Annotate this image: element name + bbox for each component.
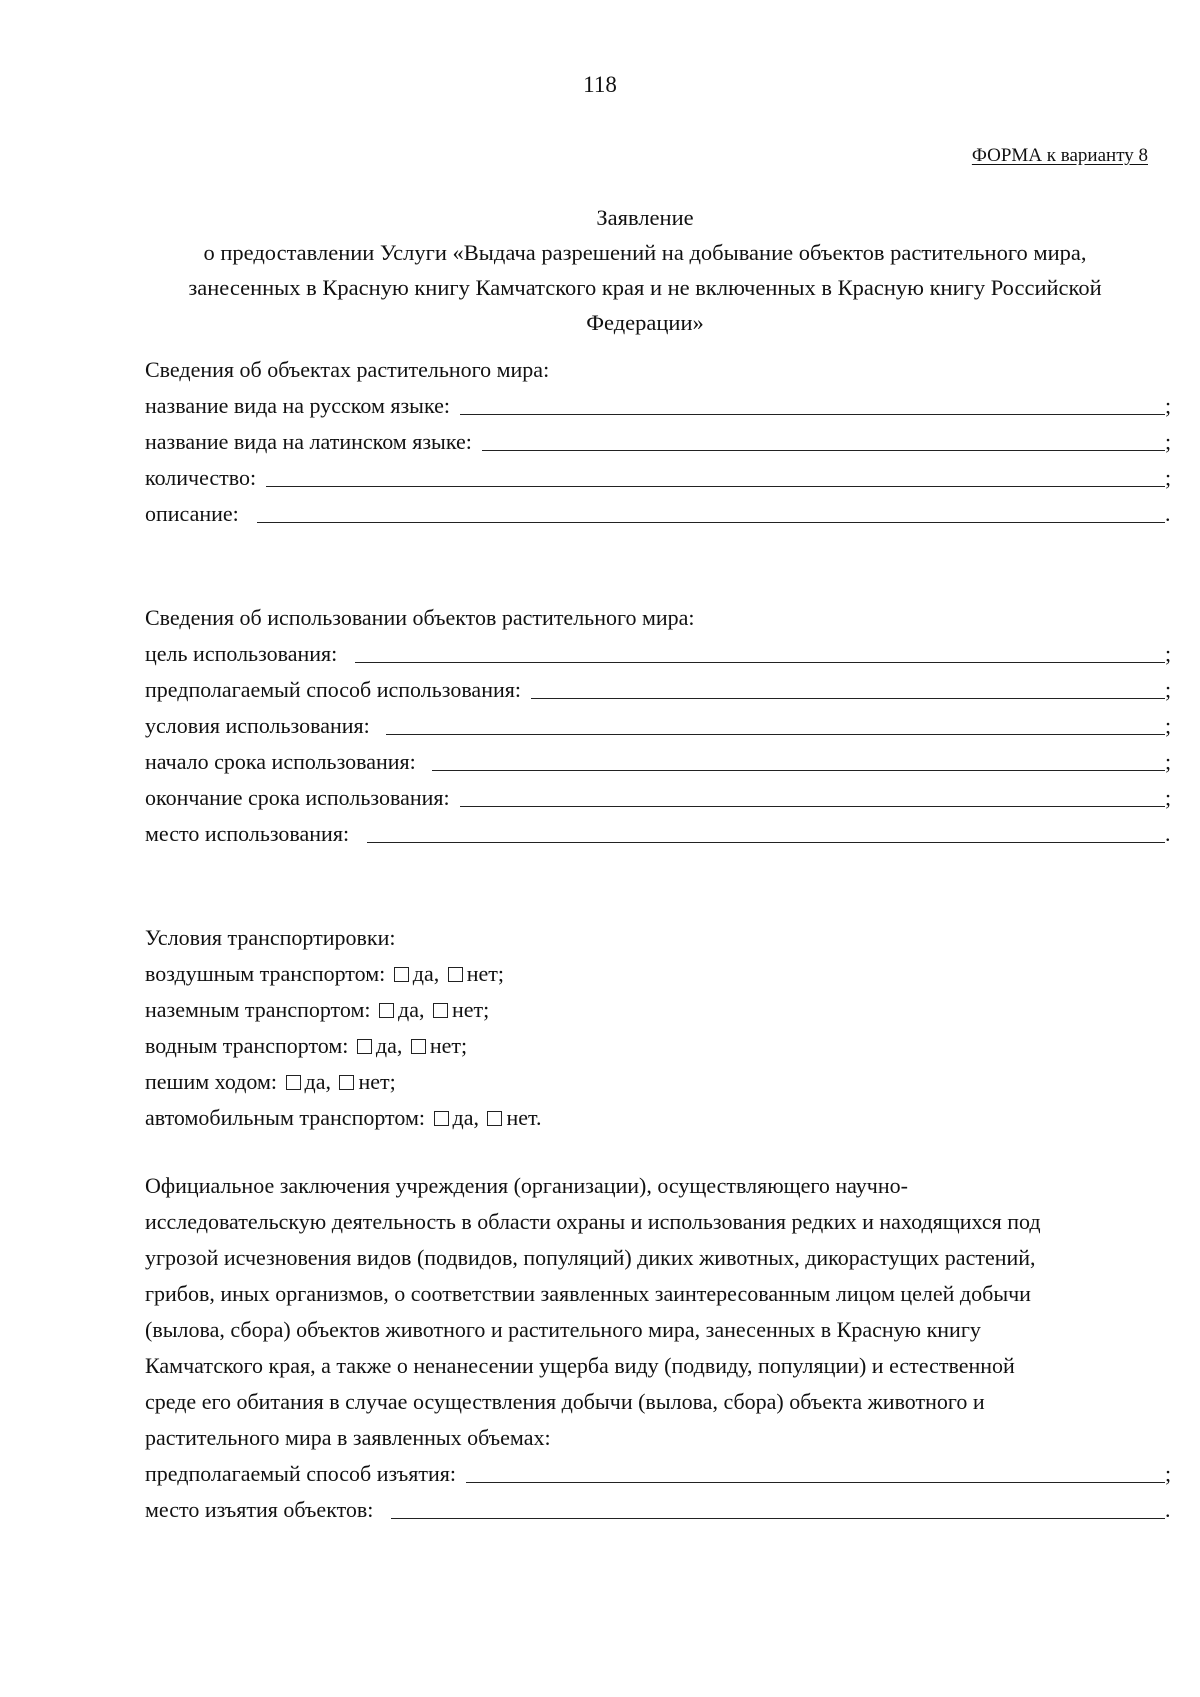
usage-start-input[interactable] — [432, 744, 1165, 771]
field-label: описание: — [145, 501, 239, 526]
plant-info-section — [145, 352, 1175, 532]
conclusion-line: исследовательскую деятельность в области охраны и использования редких и находящихся под — [145, 1209, 1041, 1234]
field-label: место изъятия объектов: — [145, 1497, 374, 1522]
no-label: нет — [506, 1105, 536, 1130]
field-terminator: ; — [1165, 749, 1172, 774]
field-usage-purpose — [145, 636, 1175, 672]
no-checkbox[interactable] — [448, 967, 463, 982]
transport-label: воздушным транспортом: — [145, 961, 386, 986]
extraction-method-input[interactable] — [466, 1456, 1165, 1483]
field-extraction-place — [145, 1492, 1175, 1528]
conclusion-line: угрозой исчезновения видов (подвидов, популяций) диких животных, дикорастущих растений, — [145, 1245, 1036, 1270]
no-checkbox[interactable] — [411, 1039, 426, 1054]
no-label: нет — [429, 1033, 462, 1058]
yes-checkbox[interactable] — [434, 1111, 449, 1126]
plant-info-heading: Сведения об объектах растительного мира: — [145, 357, 550, 382]
field-species-russian — [145, 388, 1175, 424]
transport-label: пешим ходом: — [145, 1069, 278, 1094]
field-terminator: ; — [1165, 677, 1172, 702]
no-checkbox[interactable] — [433, 1003, 448, 1018]
transport-option-water — [145, 1028, 1175, 1064]
field-terminator: . — [1165, 821, 1171, 846]
yes-label: да, — [452, 1105, 479, 1130]
title-line: Заявление — [596, 205, 694, 230]
no-checkbox[interactable] — [487, 1111, 502, 1126]
field-label: название вида на русском языке: — [145, 393, 450, 418]
field-terminator: ; — [1165, 1461, 1172, 1486]
field-terminator: ; — [1165, 465, 1172, 490]
conclusion-line: Камчатского края, а также о ненанесении ущерба виду (подвиду, популяции) и естественной — [145, 1353, 1015, 1378]
field-label: цель использования: — [145, 641, 338, 666]
conclusion-line: среде его обитания в случае осуществления добычи (вылова, сбора) объекта животного и — [145, 1389, 985, 1414]
no-label: нет — [466, 961, 498, 986]
yes-checkbox[interactable] — [357, 1039, 372, 1054]
field-usage-end — [145, 780, 1175, 816]
transport-option-foot — [145, 1064, 1175, 1100]
field-label: начало срока использования: — [145, 749, 416, 774]
transport-label: наземным транспортом: — [145, 997, 371, 1022]
usage-end-input[interactable] — [460, 780, 1165, 807]
document-title — [140, 200, 1150, 340]
usage-purpose-input[interactable] — [355, 636, 1165, 663]
description-input[interactable] — [257, 496, 1165, 523]
yes-label: да, — [412, 961, 440, 986]
option-terminator: ; — [483, 997, 490, 1022]
option-terminator: ; — [389, 1069, 396, 1094]
yes-label: да, — [375, 1033, 403, 1058]
conclusion-line: Официальное заключения учреждения (организации), осуществляющего научно- — [145, 1173, 908, 1198]
no-label: нет — [358, 1069, 390, 1094]
conclusion-section — [145, 1168, 1175, 1528]
field-label: предполагаемый способ изъятия: — [145, 1461, 456, 1486]
field-usage-method — [145, 672, 1175, 708]
conclusion-line: грибов, иных организмов, о соответствии заявленных заинтересованным лицом целей добычи — [145, 1281, 1031, 1306]
conclusion-line: (вылова, сбора) объектов животного и растительного мира, занесенных в Красную книгу — [145, 1317, 981, 1342]
option-terminator: ; — [497, 961, 504, 986]
field-label: условия использования: — [145, 713, 370, 738]
usage-place-input[interactable] — [367, 816, 1165, 843]
transport-option-air — [145, 956, 1175, 992]
field-usage-conditions — [145, 708, 1175, 744]
field-extraction-method — [145, 1456, 1175, 1492]
field-terminator: . — [1165, 501, 1171, 526]
field-terminator: ; — [1165, 785, 1172, 810]
species-latin-input[interactable] — [482, 424, 1165, 451]
field-usage-place — [145, 816, 1175, 852]
yes-checkbox[interactable] — [394, 967, 409, 982]
conclusion-line: растительного мира в заявленных объемах: — [145, 1425, 551, 1450]
field-description — [145, 496, 1175, 532]
transport-option-ground — [145, 992, 1175, 1028]
form-reference: ФОРМА к варианту 8 — [971, 145, 1148, 166]
field-terminator: ; — [1165, 713, 1172, 738]
usage-info-section — [145, 600, 1175, 852]
transport-heading: Условия транспортировки: — [145, 925, 396, 950]
yes-checkbox[interactable] — [286, 1075, 301, 1090]
option-terminator: . — [535, 1105, 542, 1130]
extraction-place-input[interactable] — [391, 1492, 1165, 1519]
field-species-latin — [145, 424, 1175, 460]
field-label: место использования: — [145, 821, 350, 846]
usage-info-heading: Сведения об использовании объектов растительного мира: — [145, 605, 695, 630]
usage-conditions-input[interactable] — [386, 708, 1165, 735]
field-terminator: ; — [1165, 641, 1172, 666]
field-terminator: ; — [1165, 393, 1172, 418]
title-line: занесенных в Красную книгу Камчатского края и не включенных в Красную книгу Российской — [188, 275, 1102, 300]
option-terminator: ; — [461, 1033, 468, 1058]
field-quantity — [145, 460, 1175, 496]
page-number: 118 — [583, 72, 617, 97]
yes-checkbox[interactable] — [379, 1003, 394, 1018]
field-label: предполагаемый способ использования: — [145, 677, 521, 702]
no-checkbox[interactable] — [339, 1075, 354, 1090]
no-label: нет — [451, 997, 484, 1022]
transport-section — [145, 920, 1175, 1136]
yes-label: да, — [398, 997, 425, 1022]
title-line: Федерации» — [586, 310, 704, 335]
field-label: количество: — [145, 465, 257, 490]
quantity-input[interactable] — [266, 460, 1165, 487]
field-usage-start — [145, 744, 1175, 780]
species-russian-input[interactable] — [460, 388, 1165, 415]
field-label: название вида на латинском языке: — [145, 429, 472, 454]
field-terminator: ; — [1165, 429, 1172, 454]
transport-label: автомобильным транспортом: — [145, 1105, 425, 1130]
transport-option-car — [145, 1100, 1175, 1136]
transport-label: водным транспортом: — [145, 1033, 349, 1058]
title-line: о предоставлении Услуги «Выдача разрешений на добывание объектов растительного мира, — [203, 240, 1087, 265]
yes-label: да, — [304, 1069, 331, 1094]
field-label: окончание срока использования: — [145, 785, 450, 810]
usage-method-input[interactable] — [531, 672, 1165, 699]
field-terminator: . — [1165, 1497, 1171, 1522]
conclusion-paragraph — [145, 1168, 1175, 1456]
